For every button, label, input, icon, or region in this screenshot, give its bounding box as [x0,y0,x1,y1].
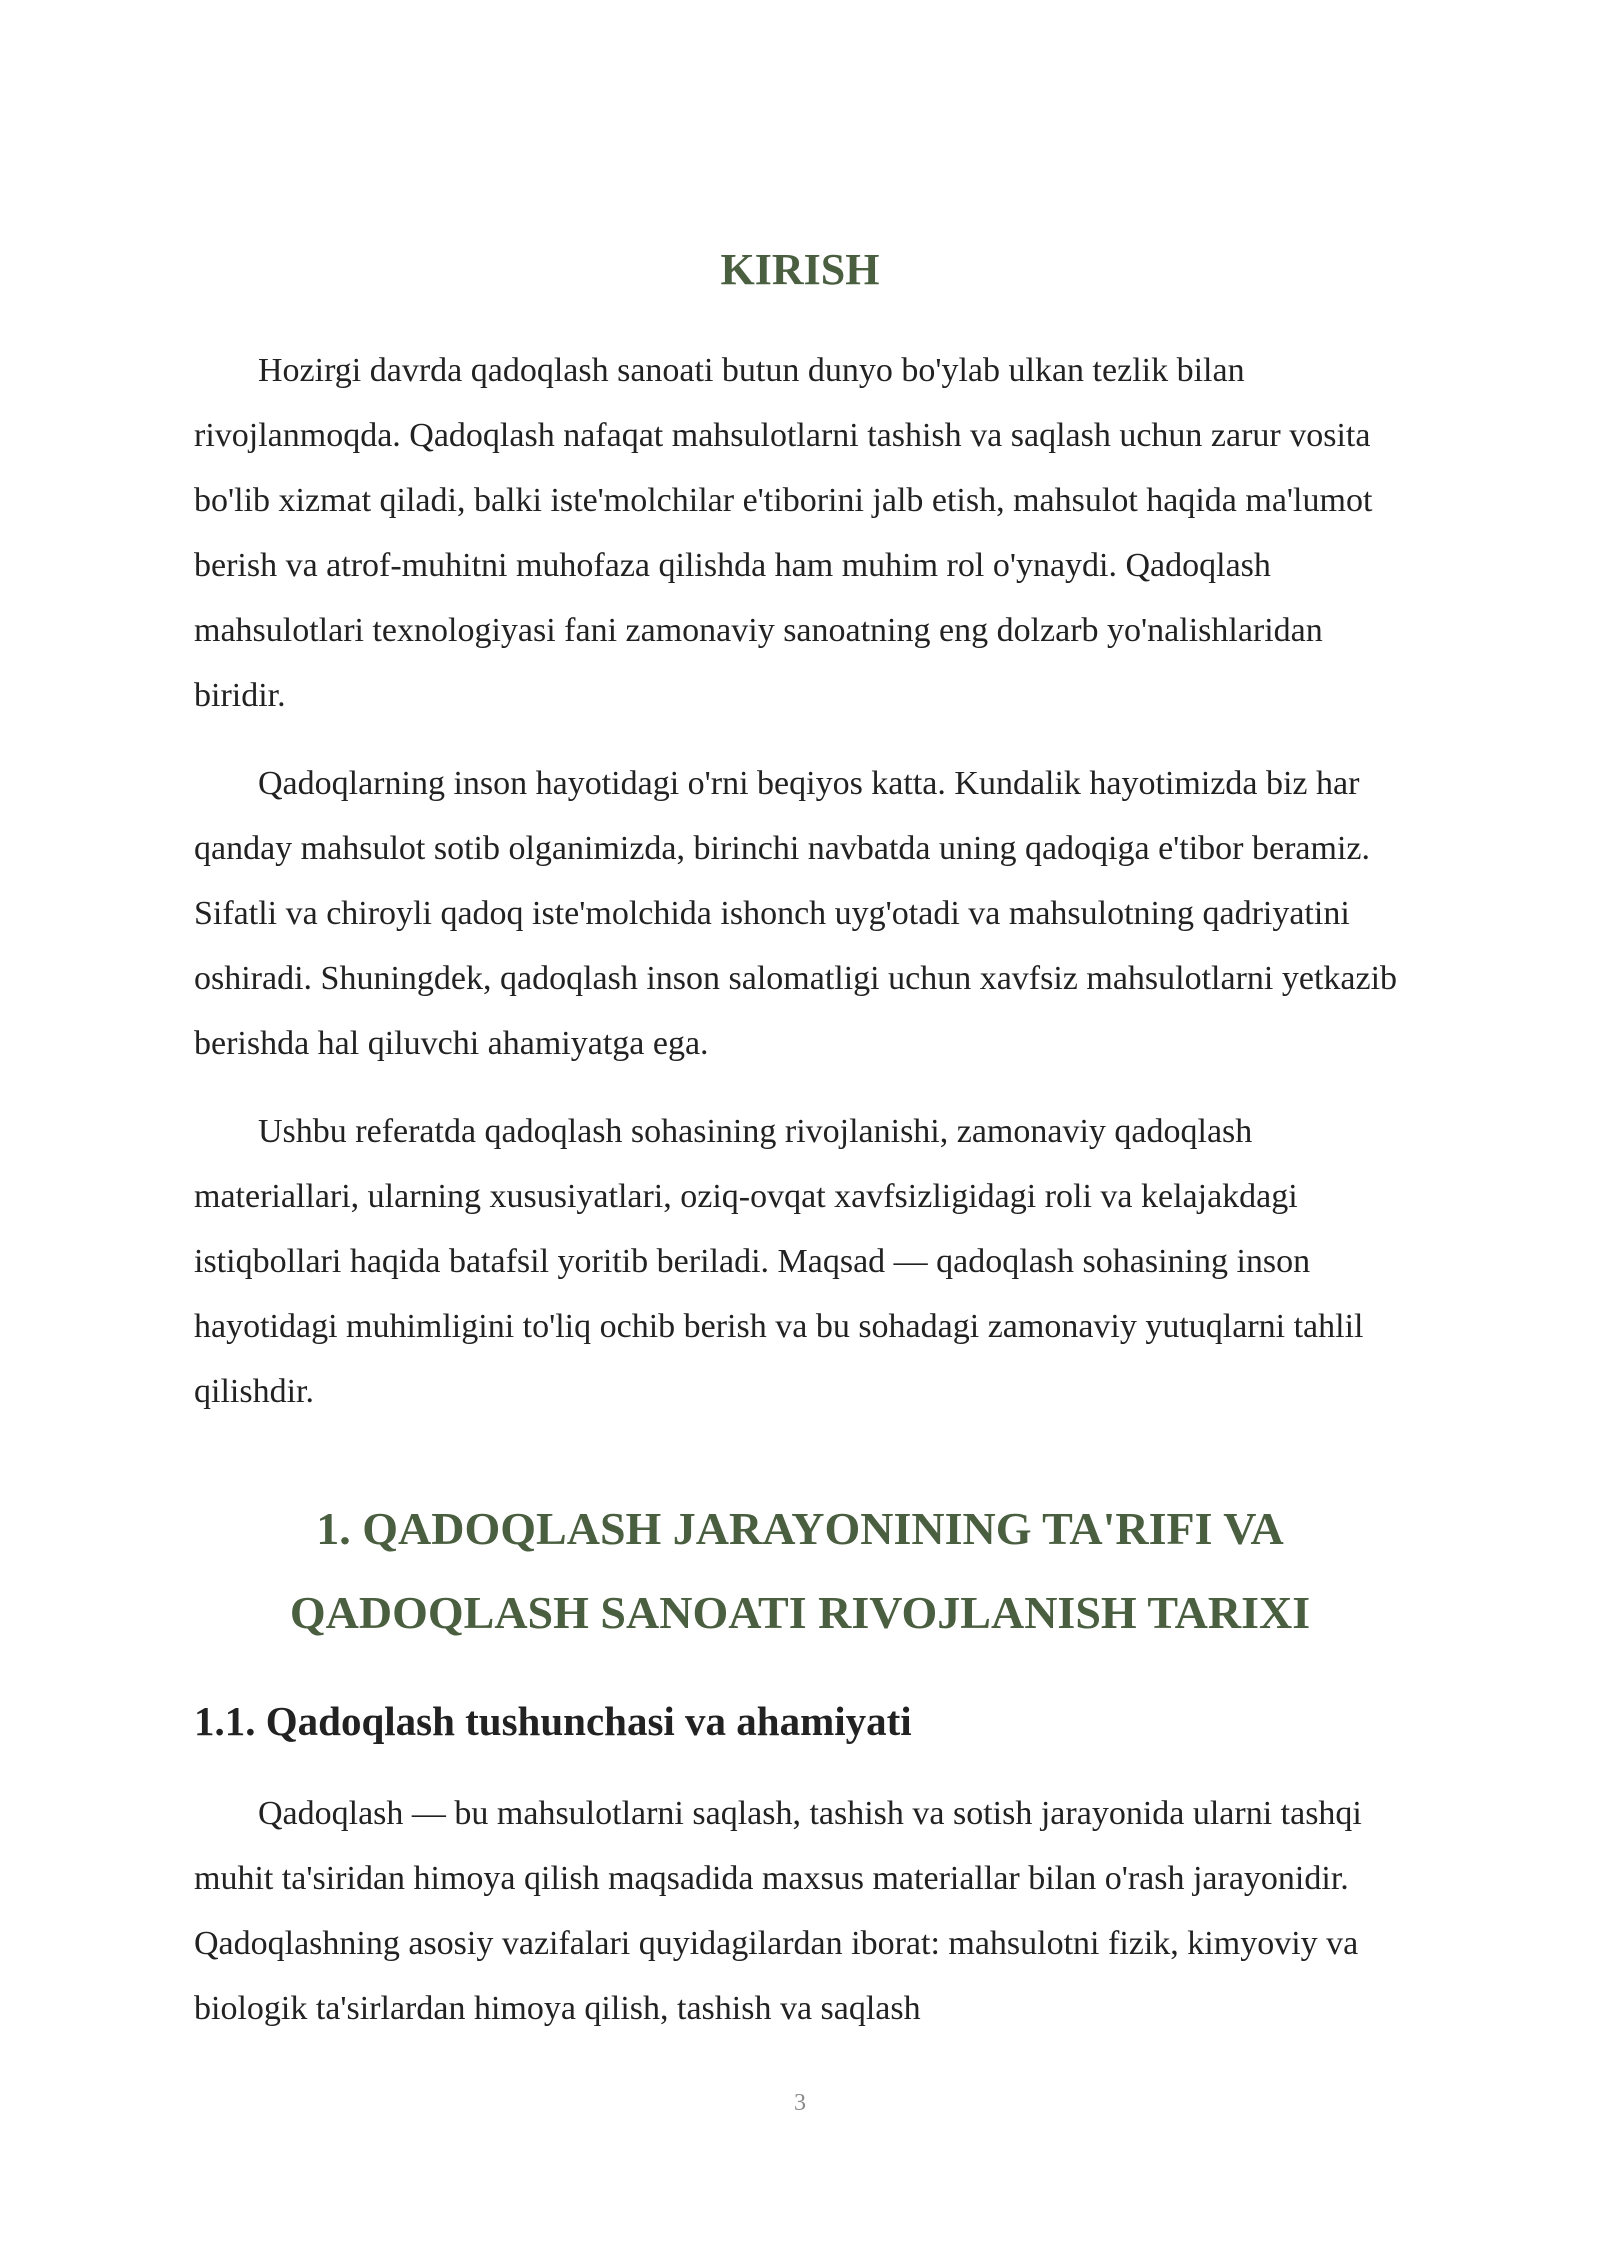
chapter-heading [194,1487,1406,1655]
section-heading: 1.1. Qadoqlash tushunchasi va ahamiyati [194,1698,912,1744]
intro-heading: KIRISH [720,245,880,294]
section-paragraph: Qadoqlash — bu mahsulotlarni saqlash, tashish va sotish jarayonida ularni tashqi muhit ta'siridan himoya qilish maqsadida maxsus materiallar bilan o'rash jarayonidir. Qadoqlashning asosiy vazifalari quyidagilardan iborat: mahsulotni fizik, kimyoviy va biologik ta'sirlardan himoya qilish, tashish va saqlash [194,1795,1362,2027]
intro-paragraph-2: Qadoqlarning inson hayotidagi o'rni beqiyos katta. Kundalik hayotimizda biz har qanday mahsulot sotib olganimizda, birinchi navbatda uning qadoqiga e'tibor beramiz. Sifatli va chiroyli qadoq iste'molchida ishonch uyg'otadi va mahsulotning qadriyatini oshiradi. Shuningdek, qadoqlash inson salomatligi uchun xavfsiz mahsulotlarni yetkazib berishda hal qiluvchi ahamiyatga ega. [194,765,1398,1062]
page-content [194,240,1406,2041]
chapter-heading-line-1: 1. QADOQLASH JARAYONINING TA'RIFI VA [316,1503,1284,1554]
chapter-heading-line-2: QADOQLASH SANOATI RIVOJLANISH TARIXI [289,1587,1311,1638]
page-number: 3 [794,2090,806,2116]
intro-paragraph-1: Hozirgi davrda qadoqlash sanoati butun dunyo bo'ylab ulkan tezlik bilan rivojlanmoqda. Qadoqlash nafaqat mahsulotlarni tashish va saqlash uchun zarur vosita bo'lib xizmat qiladi, balki iste'molchilar e'tiborini jalb etish, mahsulot haqida ma'lumot berish va atrof-muhitni muhofaza qilishda ham muhim rol o'ynaydi. Qadoqlash mahsulotlari texnologiyasi fani zamonaviy sanoatning eng dolzarb yo'nalishlaridan biridir. [194,352,1373,714]
intro-paragraph-3: Ushbu referatda qadoqlash sohasining rivojlanishi, zamonaviy qadoqlash materiallari, ularning xususiyatlari, oziq-ovqat xavfsizligidagi roli va kelajakdagi istiqbollari haqida batafsil yoritib beriladi. Maqsad — qadoqlash sohasining inson hayotidagi muhimligini to'liq ochib berish va bu sohadagi zamonaviy yutuqlarni tahlil qilishdir. [194,1113,1364,1410]
